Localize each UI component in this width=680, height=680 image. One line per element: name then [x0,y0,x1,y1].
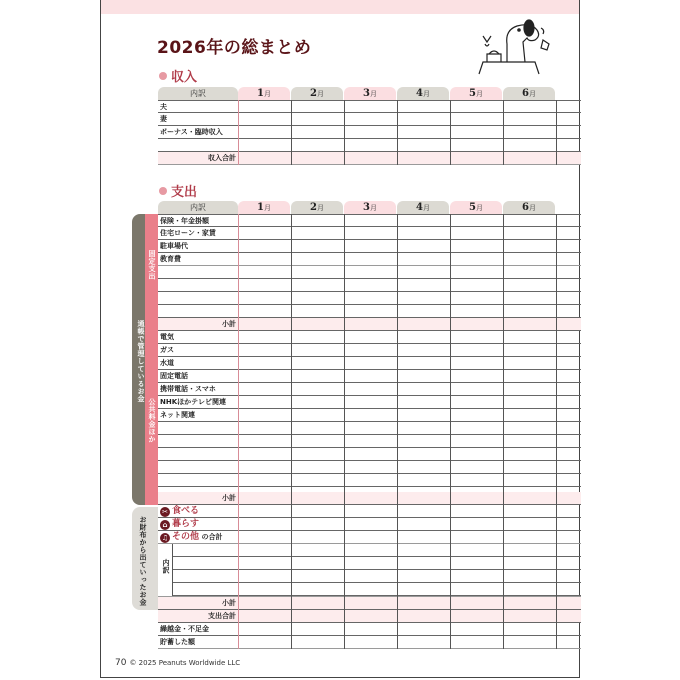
fixed-label: 固定支出 [148,250,156,280]
top-band [101,0,579,14]
page-number: 70 [115,658,127,668]
col-divider [291,100,292,165]
utility-row[interactable] [158,435,581,448]
utility-subtotal-row[interactable]: 小計 [158,492,581,505]
col-divider [291,214,292,649]
copyright: © 2025 Peanuts Worldwide LLC [129,659,241,667]
header-breakdown: 内訳 [158,201,238,214]
col-divider [503,214,504,649]
utility-row[interactable]: ガス [158,344,581,357]
fixed-row[interactable] [158,305,581,318]
expense-heading [159,181,197,200]
spacer [158,487,581,492]
col-divider [238,100,239,165]
fixed-row[interactable]: 住宅ローン・家賃 [158,227,581,240]
fixed-row[interactable]: 駐車場代 [158,240,581,253]
bank-group-label: 通帳で管理しているお金 [137,320,145,403]
col-divider [238,214,239,649]
page-title: 2026年の総まとめ [157,38,312,58]
header-month-1: 1月 [238,87,290,100]
utility-row[interactable] [158,474,581,487]
utility-row[interactable] [158,448,581,461]
house-icon: ⌂ [160,520,170,530]
snoopy-illustration [467,16,557,84]
bullet-dot-icon [159,72,167,80]
wallet-other-row[interactable]: ♫ その他 の合計 [158,531,581,544]
header-month-3: 3月 [344,87,396,100]
savings-row[interactable]: 貯蓄した額 [158,636,581,649]
col-divider [397,214,398,649]
utilities-label: 公共料金ほか [148,398,156,443]
income-total-row[interactable]: 収入合計 [158,152,581,165]
income-heading-label: 収入 [171,70,198,85]
col-divider [450,214,451,649]
planner-page [100,0,580,678]
fixed-row[interactable]: 保険・年金掛額 [158,214,581,227]
bullet-dot-icon [159,187,167,195]
fixed-row[interactable]: 教育費 [158,253,581,266]
col-divider [344,100,345,165]
utility-row[interactable] [158,422,581,435]
header-month-5: 5月 [450,201,502,214]
utility-row[interactable]: ネット関連 [158,409,581,422]
wallet-breakdown-row[interactable] [172,570,581,583]
wallet-breakdown-row[interactable] [172,583,581,596]
utility-row[interactable]: 固定電話 [158,370,581,383]
fixed-subtotal-row[interactable]: 小計 [158,318,581,331]
header-month-4: 4月 [397,201,449,214]
wallet-group-label: お財布から出ていったお金 [139,516,147,606]
header-month-4: 4月 [397,87,449,100]
header-month-5: 5月 [450,87,502,100]
col-divider [397,100,398,165]
col-divider [556,214,557,649]
header-month-2: 2月 [291,87,343,100]
col-divider [344,214,345,649]
carryover-row[interactable]: 繰越金・不足金 [158,623,581,636]
header-month-2: 2月 [291,201,343,214]
breakdown-divider [172,544,173,596]
utility-row[interactable]: NHKほかテレビ関連 [158,396,581,409]
fixed-row[interactable] [158,292,581,305]
wallet-subtotal-row[interactable]: 小計 [158,597,581,610]
fixed-row[interactable] [158,266,581,279]
fixed-row[interactable] [158,279,581,292]
header-month-6: 6月 [503,201,555,214]
fork-knife-icon: ✂ [160,507,170,517]
header-month-3: 3月 [344,201,396,214]
wallet-breakdown-row[interactable] [172,557,581,570]
wallet-breakdown-label: 内訳 [162,559,170,574]
col-divider [450,100,451,165]
expense-heading-label: 支出 [171,185,198,200]
page-footer [115,658,240,668]
utility-row[interactable]: 電気 [158,331,581,344]
expense-total-row[interactable]: 支出合計 [158,610,581,623]
header-month-1: 1月 [238,201,290,214]
income-row[interactable]: 夫 [158,100,581,113]
wallet-eat-row[interactable]: ✂ 食べる [158,505,581,518]
income-table [158,87,581,165]
col-divider [503,100,504,165]
col-divider [556,100,557,165]
income-row[interactable]: 妻 [158,113,581,126]
music-note-icon: ♫ [161,534,169,542]
utility-row[interactable] [158,461,581,474]
income-row[interactable]: ボーナス・臨時収入 [158,126,581,139]
wallet-live-row[interactable]: ⌂ 暮らす [158,518,581,531]
utility-row[interactable]: 水道 [158,357,581,370]
header-month-6: 6月 [503,87,555,100]
wallet-breakdown-row[interactable] [172,544,581,557]
utility-row[interactable]: 携帯電話・スマホ [158,383,581,396]
income-heading [159,66,197,85]
income-row[interactable] [158,139,581,152]
expense-table [158,201,581,646]
header-breakdown: 内訳 [158,87,238,100]
